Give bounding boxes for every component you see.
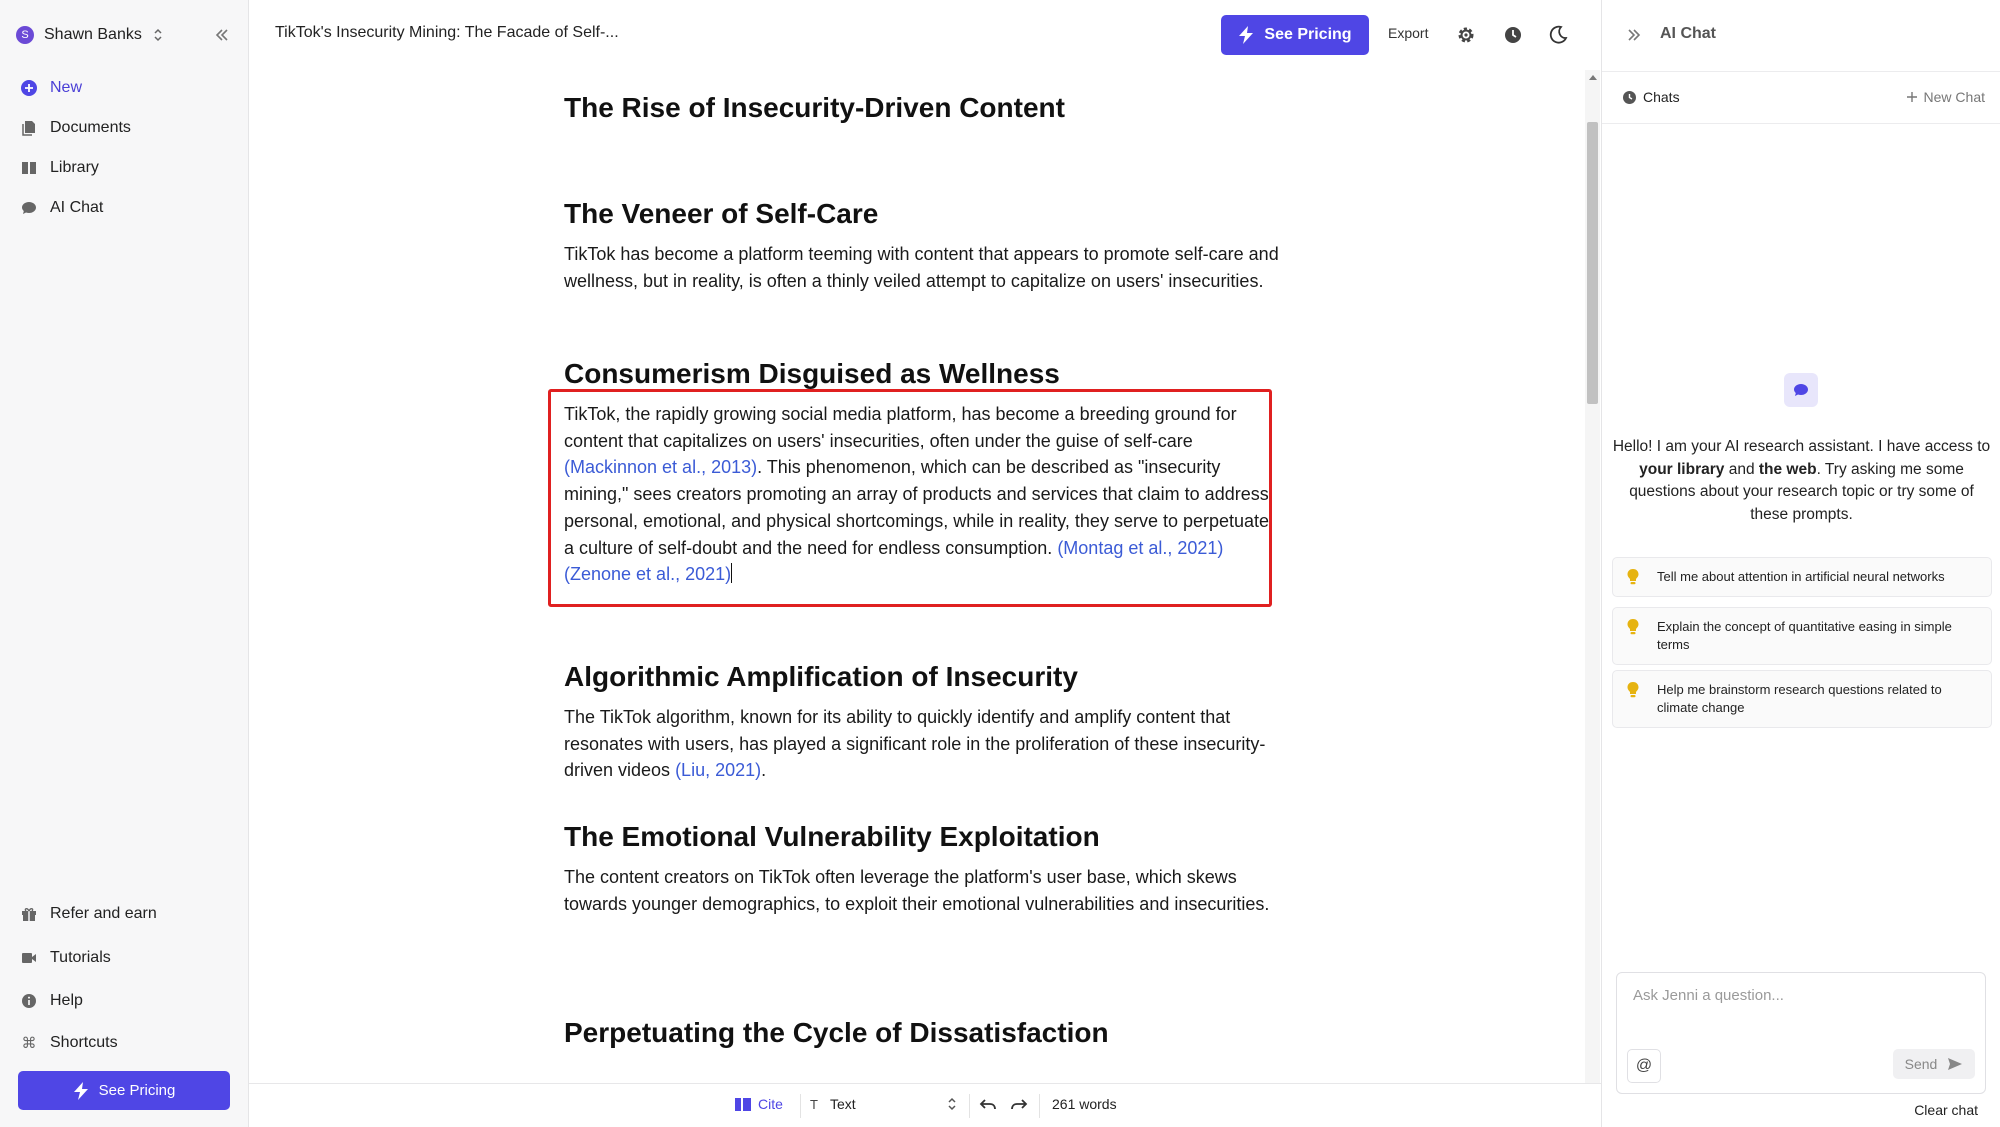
- assistant-greeting: [1612, 436, 1991, 526]
- citation-montag-zenone[interactable]: (Montag et al., 2021)(Zenone et al., 2021): [564, 537, 1224, 585]
- lightning-icon: [73, 1082, 89, 1100]
- avatar: S: [16, 26, 34, 44]
- video-icon: [20, 949, 38, 967]
- text-style-label: Text: [829, 1096, 856, 1112]
- sidebar-item-new[interactable]: [20, 75, 82, 101]
- cite-label: Cite: [758, 1096, 783, 1112]
- clear-chat-button[interactable]: Clear chat: [1914, 1102, 1978, 1118]
- selection-highlight: [548, 389, 1272, 607]
- dark-mode-moon-icon[interactable]: [1547, 24, 1569, 46]
- document-title[interactable]: TikTok's Insecurity Mining: The Facade of Self-...: [275, 24, 619, 41]
- paragraph-text: . This phenomenon, which can be described as "insecurity mining," sees creators promoting an array of products and services that claim to address personal, emotional, and physical shortcomings, while in reality, they serve to perpetuate a culture of self-doubt and the need for endless consumption.: [564, 457, 1270, 558]
- suggested-prompt[interactable]: [1612, 557, 1992, 597]
- suggested-prompt[interactable]: [1612, 607, 1992, 665]
- sidebar-item-library[interactable]: [20, 155, 99, 181]
- library-icon: [20, 159, 38, 177]
- prompt-text: Help me brainstorm research questions related to climate change: [1657, 682, 1942, 715]
- see-pricing-label: See Pricing: [1264, 26, 1352, 43]
- export-button[interactable]: Export: [1388, 25, 1429, 41]
- greeting-text: Hello! I am your AI research assistant. I have access to: [1612, 438, 1991, 455]
- scroll-up-arrow-icon[interactable]: [1588, 73, 1598, 83]
- history-clock-icon[interactable]: [1502, 24, 1524, 46]
- documents-icon: [20, 119, 38, 137]
- redo-icon[interactable]: [1010, 1096, 1028, 1112]
- send-button[interactable]: [1893, 1049, 1975, 1079]
- heading-consumerism[interactable]: Consumerism Disguised as Wellness: [564, 358, 1060, 389]
- chats-tab-label: Chats: [1643, 89, 1680, 105]
- heading-emotional[interactable]: The Emotional Vulnerability Exploitation: [564, 821, 1100, 852]
- user-name: Shawn Banks: [44, 26, 142, 43]
- sidebar-item-label: New: [50, 79, 83, 96]
- lightbulb-icon: [1625, 568, 1641, 586]
- citation-liu[interactable]: (Liu, 2021): [675, 760, 762, 781]
- paragraph-text: .: [761, 760, 767, 781]
- divider: [800, 1094, 801, 1118]
- divider: [1039, 1094, 1040, 1118]
- sidebar-item-help[interactable]: [20, 988, 83, 1014]
- info-icon: [20, 992, 38, 1010]
- heading-algorithmic[interactable]: Algorithmic Amplification of Insecurity: [564, 661, 1078, 692]
- prompt-text: Tell me about attention in artificial neural networks: [1657, 569, 1945, 584]
- send-arrow-icon: [1947, 1057, 1963, 1071]
- clock-icon: [1622, 90, 1637, 105]
- send-label: Send: [1904, 1056, 1938, 1072]
- lightbulb-icon: [1625, 681, 1641, 699]
- plus-circle-icon: [20, 79, 38, 97]
- ai-chat-title: AI Chat: [1660, 25, 1716, 42]
- collapse-sidebar-icon[interactable]: [211, 24, 233, 46]
- greeting-text: . Try asking me some questions about your research topic or try some of these prompts.: [1629, 460, 1974, 523]
- paragraph-text: TikTok, the rapidly growing social media platform, has become a breeding ground for content that capitalizes on users' insecurities, often under the guise of self-care: [564, 404, 1237, 451]
- ai-chat-panel: [1601, 0, 2000, 1127]
- sidebar: [0, 0, 249, 1127]
- sidebar-item-label: Documents: [50, 119, 131, 136]
- divider: [969, 1094, 970, 1118]
- suggested-prompt[interactable]: [1612, 670, 1992, 728]
- sidebar-item-label: Refer and earn: [50, 905, 157, 922]
- new-chat-label: New Chat: [1923, 89, 1985, 105]
- sidebar-item-label: Library: [50, 159, 99, 176]
- word-count: 261 words: [1052, 1096, 1117, 1112]
- top-bar: [249, 0, 1601, 70]
- paragraph-text: The TikTok algorithm, known for its ability to quickly identify and amplify content that resonates with users, has played a significant role in the proliferation of these insecurity-driven videos: [564, 707, 1266, 781]
- text-type-icon: T: [810, 1096, 818, 1112]
- prompt-text: Explain the concept of quantitative easing in simple terms: [1657, 619, 1952, 652]
- sidebar-item-label: Tutorials: [50, 949, 111, 966]
- sidebar-item-documents[interactable]: [20, 115, 131, 141]
- cite-button[interactable]: [734, 1096, 783, 1112]
- gift-icon: [20, 905, 38, 923]
- chats-tab[interactable]: [1622, 89, 1680, 105]
- chat-input-box: [1616, 972, 1986, 1094]
- chevron-updown-icon: [152, 27, 164, 43]
- chevron-updown-icon: [946, 1096, 958, 1112]
- text-style-select[interactable]: [810, 1096, 958, 1112]
- lightning-icon: [1238, 26, 1254, 44]
- greeting-library: your library: [1639, 460, 1725, 478]
- paragraph-emotional[interactable]: The content creators on TikTok often leverage the platform's user base, which skews towards younger demographics, to exploit their emotional vulnerabilities and insecurities.: [564, 867, 1270, 914]
- command-icon: ⌘: [21, 1035, 37, 1052]
- citation-mackinnon[interactable]: (Mackinnon et al., 2013): [564, 457, 758, 478]
- see-pricing-button[interactable]: [1221, 15, 1369, 55]
- heading-rise[interactable]: The Rise of Insecurity-Driven Content: [564, 92, 1065, 123]
- heading-veneer[interactable]: The Veneer of Self-Care: [564, 198, 879, 229]
- lightbulb-icon: [1625, 618, 1641, 636]
- sidebar-item-label: Shortcuts: [50, 1034, 118, 1051]
- scrollbar-thumb[interactable]: [1587, 122, 1598, 404]
- assistant-chat-icon: [1784, 373, 1818, 407]
- chat-bubble-icon: [20, 199, 38, 217]
- greeting-text: and: [1724, 460, 1759, 478]
- undo-icon[interactable]: [979, 1096, 997, 1112]
- ai-chat-header: [1602, 0, 2000, 72]
- paragraph-algorithmic[interactable]: [564, 704, 1284, 784]
- new-chat-button[interactable]: [1906, 89, 1985, 105]
- chat-question-input[interactable]: [1633, 987, 1963, 1004]
- sidebar-item-label: Help: [50, 992, 83, 1009]
- chats-bar: [1602, 72, 2000, 124]
- see-pricing-label: See Pricing: [98, 1082, 176, 1099]
- mention-button[interactable]: @: [1627, 1049, 1661, 1083]
- plus-icon: [1906, 91, 1918, 103]
- sidebar-item-refer[interactable]: [20, 901, 157, 927]
- sidebar-item-shortcuts[interactable]: [20, 1030, 118, 1056]
- sidebar-item-ai-chat[interactable]: [20, 195, 103, 221]
- paragraph-veneer[interactable]: TikTok has become a platform teeming with content that appears to promote self-care and wellness, but in reality, is often a thinly veiled attempt to capitalize on users' insecurities.: [564, 244, 1279, 291]
- see-pricing-sidebar-button[interactable]: [18, 1071, 230, 1110]
- bottom-toolbar: [249, 1083, 1601, 1127]
- sidebar-item-label: AI Chat: [50, 199, 104, 216]
- sidebar-item-tutorials[interactable]: [20, 945, 111, 971]
- greeting-web: the web: [1758, 460, 1817, 478]
- expand-panel-icon[interactable]: [1624, 25, 1644, 45]
- user-switcher[interactable]: [16, 22, 164, 48]
- gear-icon[interactable]: [1455, 24, 1477, 46]
- book-icon: [734, 1096, 752, 1112]
- heading-perpetuating[interactable]: Perpetuating the Cycle of Dissatisfaction: [564, 1017, 1109, 1048]
